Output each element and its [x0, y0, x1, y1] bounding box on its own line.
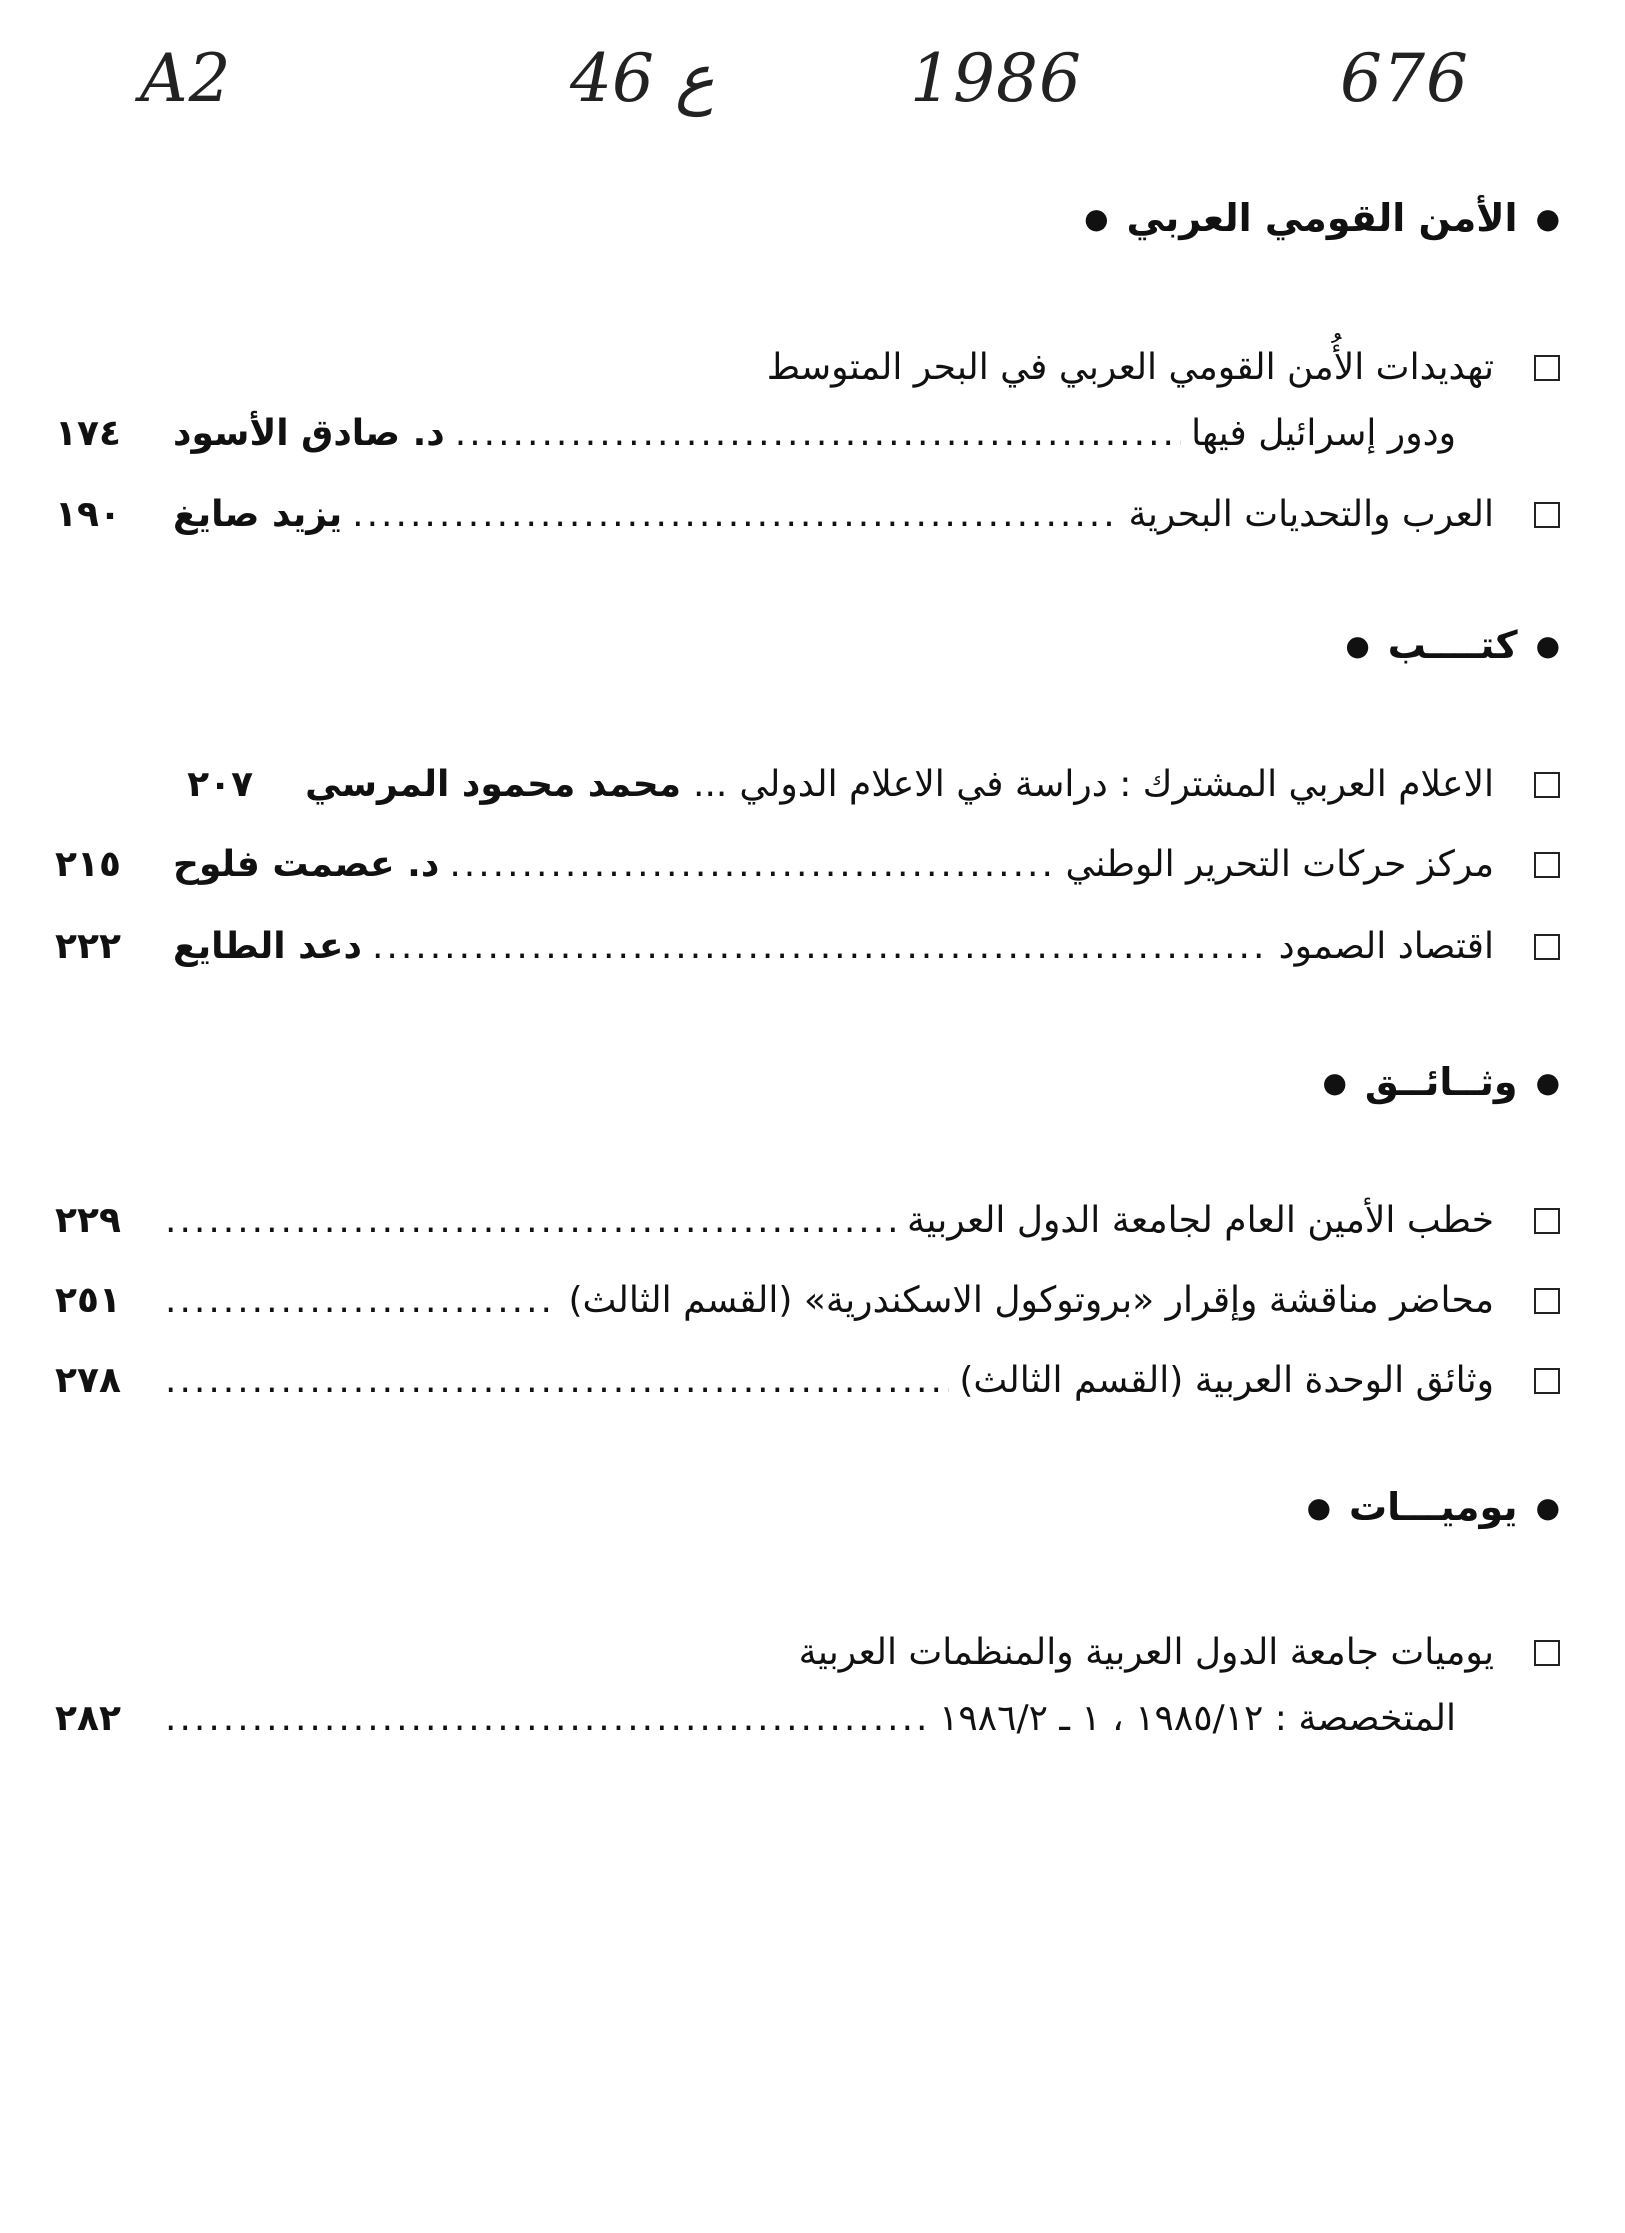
- entry-page-number: ٢٨٢: [55, 1698, 121, 1739]
- entry-title: يوميات جامعة الدول العربية والمنظمات العربية: [798, 1632, 1494, 1673]
- checkbox-icon: [1534, 355, 1560, 381]
- checkbox-icon: [1534, 1208, 1560, 1234]
- checkbox-icon: [1534, 852, 1560, 878]
- checkbox-icon: [1534, 1368, 1560, 1394]
- entry-title: وثائق الوحدة العربية (القسم الثالث): [959, 1360, 1494, 1401]
- section-title: الأمن القومي العربي: [1126, 196, 1518, 240]
- bullet-icon: ●: [1535, 1065, 1560, 1099]
- leader-dots: [455, 399, 1181, 469]
- entry-title-continued: المتخصصة : ١٩٨٥/١٢ ، ١ ـ ١٩٨٦/٢: [939, 1698, 1456, 1739]
- entry-page-number: ١٩٠: [55, 494, 121, 535]
- section-heading-diaries: [1307, 1485, 1560, 1529]
- bullet-icon: ●: [1306, 1490, 1331, 1524]
- section-heading-documents: [1322, 1060, 1560, 1104]
- entry-title: اقتصاد الصمود: [1278, 926, 1494, 967]
- entry-page-number: ١٧٤: [55, 413, 121, 454]
- section-title: كتــــب: [1387, 623, 1518, 667]
- leader-dots: [165, 1186, 897, 1256]
- entry-author: يزيد صايغ: [173, 494, 343, 535]
- checkbox-icon: [1534, 502, 1560, 528]
- entry-title: تهديدات الأُمن القومي العربي في البحر المتوسط: [766, 347, 1494, 388]
- entry-author: د. عصمت فلوح: [173, 844, 440, 885]
- section-title: وثــائــق: [1364, 1060, 1518, 1104]
- handwritten-reference: A2: [140, 40, 232, 117]
- toc-entry[interactable]: [55, 1346, 1560, 1416]
- bullet-icon: ●: [1345, 628, 1370, 662]
- toc-entry[interactable]: [55, 1266, 1560, 1336]
- entry-page-number: ٢٥١: [55, 1280, 121, 1321]
- entry-title: محاضر مناقشة وإقرار «بروتوكول الاسكندرية» (القسم الثالث): [568, 1280, 1494, 1321]
- toc-entry[interactable]: [55, 1618, 1560, 1758]
- checkbox-icon: [1534, 1640, 1560, 1666]
- handwritten-issue: 46 ع: [570, 40, 715, 117]
- leader-dots: [165, 1346, 949, 1416]
- entry-title-continued: ودور إسرائيل فيها: [1191, 413, 1456, 454]
- entry-title: الاعلام العربي المشترك : دراسة في الاعلام الدولي: [739, 764, 1494, 805]
- bullet-icon: ●: [1535, 201, 1560, 235]
- entry-author: د. صادق الأسود: [173, 413, 445, 454]
- toc-entry[interactable]: [55, 912, 1560, 982]
- checkbox-icon: [1534, 1288, 1560, 1314]
- entry-title: العرب والتحديات البحرية: [1128, 494, 1494, 535]
- leader-dots: [352, 480, 1118, 550]
- entry-page-number: ٢٧٨: [55, 1360, 121, 1401]
- bullet-icon: ●: [1322, 1065, 1347, 1099]
- entry-author: محمد محمود المرسي: [305, 764, 681, 805]
- bullet-icon: ●: [1535, 1490, 1560, 1524]
- toc-entry[interactable]: [55, 480, 1560, 550]
- entry-page-number: ٢٢٢: [55, 926, 121, 967]
- entry-title: مركز حركات التحرير الوطني: [1065, 844, 1494, 885]
- bullet-icon: ●: [1084, 201, 1109, 235]
- checkbox-icon: [1534, 934, 1560, 960]
- checkbox-icon: [1534, 772, 1560, 798]
- handwritten-year: 1986: [910, 40, 1082, 117]
- section-title: يوميـــات: [1349, 1485, 1518, 1529]
- entry-author: دعد الطايع: [173, 926, 362, 967]
- section-heading-arab-national-security: [1084, 196, 1560, 240]
- entry-page-number: ٢١٥: [55, 844, 121, 885]
- leader-dots: [165, 1684, 929, 1754]
- toc-entry[interactable]: [55, 1186, 1560, 1256]
- toc-entry[interactable]: [55, 830, 1560, 900]
- entry-page-number: ٢٠٧: [187, 764, 254, 805]
- leader-dots: [372, 912, 1269, 982]
- toc-entry[interactable]: [55, 333, 1560, 473]
- entry-separator: ...: [693, 764, 728, 805]
- leader-dots: [449, 830, 1055, 900]
- entry-title: خطب الأمين العام لجامعة الدول العربية: [907, 1200, 1494, 1241]
- leader-dots: [165, 1266, 558, 1336]
- section-heading-books: [1345, 623, 1560, 667]
- entry-page-number: ٢٢٩: [55, 1200, 121, 1241]
- bullet-icon: ●: [1535, 628, 1560, 662]
- handwritten-number: 676: [1340, 40, 1469, 117]
- toc-entry[interactable]: [55, 750, 1560, 820]
